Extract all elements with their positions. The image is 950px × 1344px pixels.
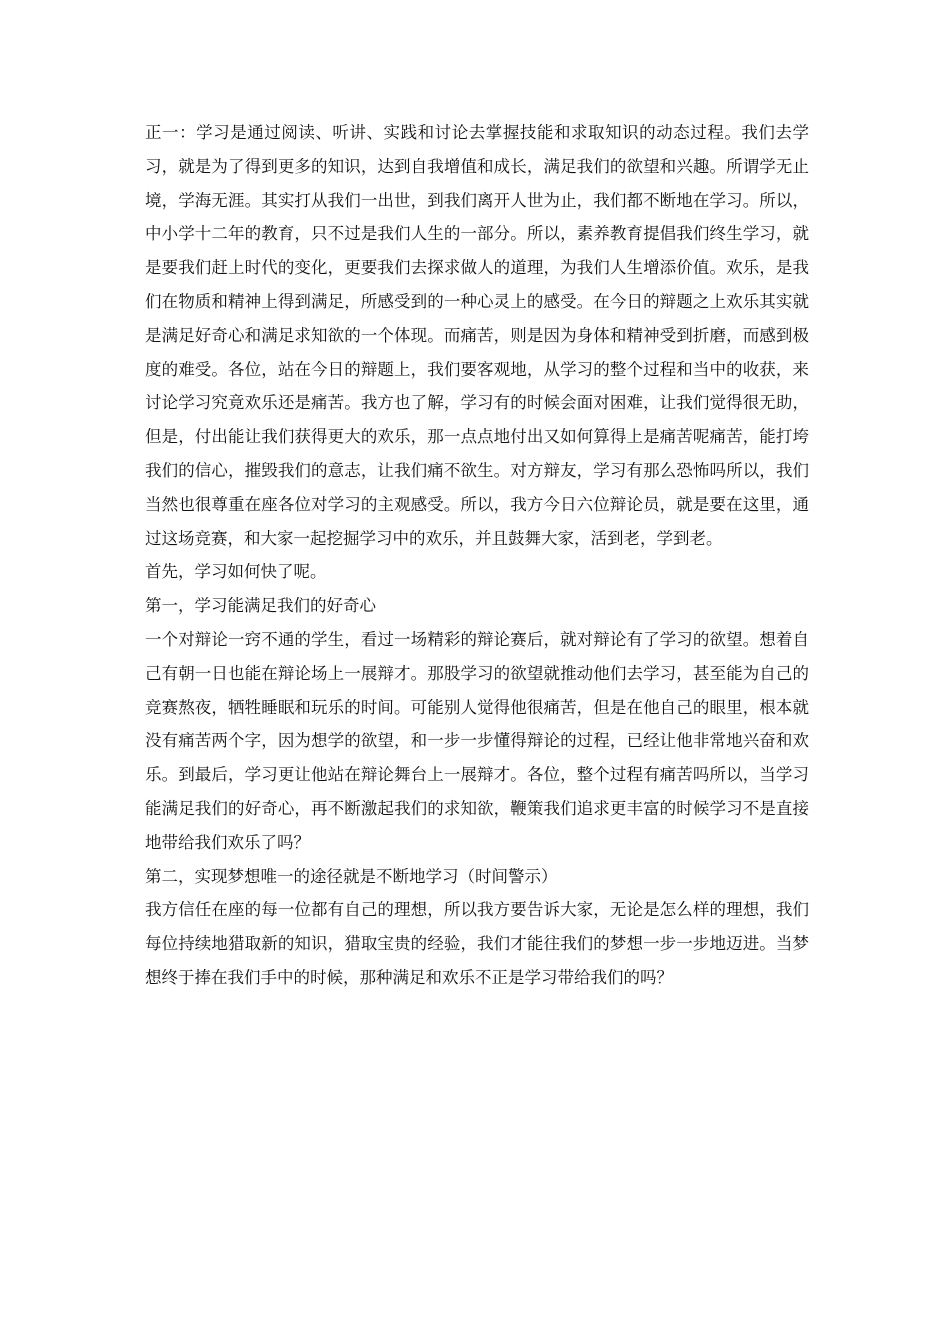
document-body: [145, 116, 809, 995]
point-two-heading: 第二，实现梦想唯一的途径就是不断地学习（时间警示）: [145, 866, 558, 886]
opening-paragraph: 正一：学习是通过阅读、听讲、实践和讨论去掌握技能和求取知识的动态过程。我们去学习，就是为了得到更多的知识，达到自我增值和成长，满足我们的欲望和兴趣。所谓学无止境，学海无涯。其实打从我们一出世，到我们离开人世为止，我们都不断地在学习。所以，中小学十二年的教育，只不过是我们人生的一部分。所以，素养教育提倡我们终生学习，就是要我们赶上时代的变化，更要我们去探求做人的道理，为我们人生增添价值。欢乐，是我们在物质和精神上得到满足，所感受到的一种心灵上的感受。在今日的辩题之上欢乐其实就是满足好奇心和满足求知欲的一个体现。而痛苦，则是因为身体和精神受到折磨，而感到极度的难受。各位，站在今日的辩题上，我们要客观地，从学习的整个过程和当中的收获，来讨论学习究竟欢乐还是痛苦。我方也了解，学习有的时候会面对困难，让我们觉得很无助，但是，付出能让我们获得更大的欢乐，那一点点地付出又如何算得上是痛苦呢痛苦，能打垮我们的信心，摧毁我们的意志，让我们痛不欲生。对方辩友，学习有那么恐怖吗所以，我们当然也很尊重在座各位对学习的主观感受。所以，我方今日六位辩论员，就是要在这里，通过这场竞赛，和大家一起挖掘学习中的欢乐，并且鼓舞大家，活到老，学到老。: [145, 123, 809, 548]
point-one-heading: 第一，学习能满足我们的好奇心: [145, 596, 376, 616]
point-two-paragraph: 我方信任在座的每一位都有自己的理想，所以我方要告诉大家，无论是怎么样的理想，我们每位持续地猎取新的知识，猎取宝贵的经验，我们才能往我们的梦想一步一步地迈进。当梦想终于捧在我们手中的时候，那种满足和欢乐不正是学习带给我们的吗？: [145, 900, 809, 987]
first-question-line: 首先，学习如何快了呢。: [145, 562, 327, 582]
point-one-paragraph: 一个对辩论一窍不通的学生，看过一场精彩的辩论赛后，就对辩论有了学习的欲望。想着自己有朝一日也能在辩论场上一展辩才。那股学习的欲望就推动他们去学习，甚至能为自己的竞赛熬夜，牺牲睡眠和玩乐的时间。可能别人觉得他很痛苦，但是在他自己的眼里，根本就没有痛苦两个字，因为想学的欲望，和一步一步懂得辩论的过程，已经让他非常地兴奋和欢乐。到最后，学习更让他站在辩论舞台上一展辩才。各位，整个过程有痛苦吗所以，当学习能满足我们的好奇心，再不断激起我们的求知欲，鞭策我们追求更丰富的时候学习不是直接地带给我们欢乐了吗？: [145, 629, 809, 852]
